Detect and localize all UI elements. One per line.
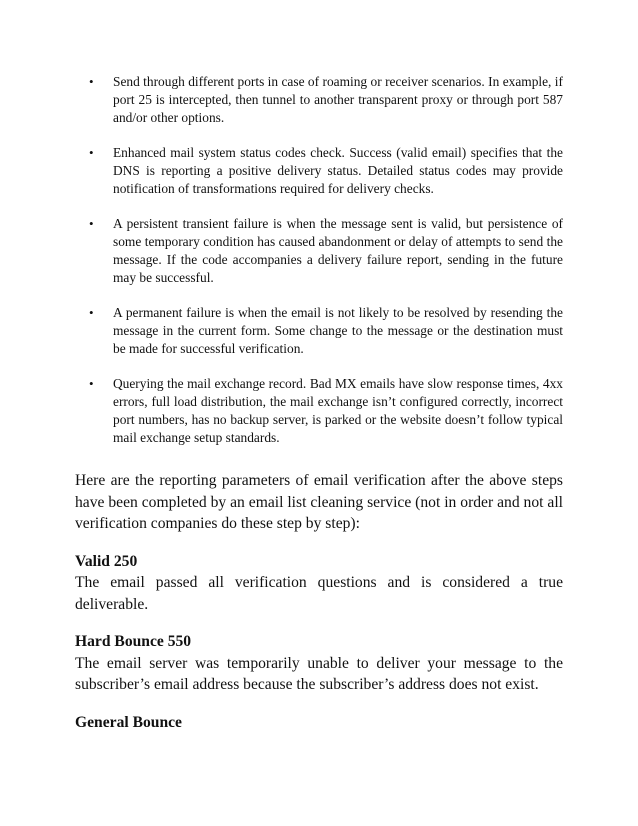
section-description: The email passed all verification questions and is considered a true deliverable.: [75, 574, 563, 613]
list-item: [89, 144, 563, 198]
section-heading: General Bounce: [75, 713, 182, 731]
main-content: [75, 470, 563, 749]
bullet-icon: •: [89, 376, 94, 391]
bullet-icon: •: [89, 145, 94, 160]
list-item-text: Send through different ports in case of roaming or receiver scenarios. In example, if port 25 is intercepted, then tunnel to another transparent proxy or through port 587 and/or other options.: [113, 74, 563, 125]
list-item: [89, 375, 563, 447]
list-item: [89, 304, 563, 358]
list-item: [89, 73, 563, 127]
section-heading: Valid 250: [75, 552, 138, 570]
list-item-text: A permanent failure is when the email is not likely to be resolved by resending the message in the current form. Some change to the message or the destination must be made for successful verification.: [113, 305, 563, 356]
status-section-general-bounce: [75, 712, 563, 734]
status-section-valid: [75, 551, 563, 616]
list-item-text: Querying the mail exchange record. Bad MX emails have slow response times, 4xx errors, full load distribution, the mail exchange isn’t configured correctly, incorrect port numbers, has no backup server, is parked or the website doesn’t follow typical mail exchange setup standards.: [113, 376, 563, 445]
section-heading: Hard Bounce 550: [75, 633, 192, 650]
verification-steps-list: [89, 73, 563, 447]
list-item: [89, 215, 563, 287]
section-description: The email server was temporarily unable to deliver your message to the subscriber’s email address because the subscriber’s address does not exist.: [75, 654, 563, 693]
intro-paragraph: Here are the reporting parameters of email verification after the above steps have been completed by an email list cleaning service (not in order and not all verification companies do these step by step):: [75, 472, 563, 532]
list-item-text: Enhanced mail system status codes check. Success (valid email) specifies that the DNS is reporting a positive delivery status. Detailed status codes may provide notification of transformations required for delivery checks.: [113, 145, 563, 196]
status-section-hard-bounce: [75, 631, 563, 696]
bullet-icon: •: [89, 74, 94, 89]
bullet-icon: •: [89, 305, 94, 320]
bullet-icon: •: [89, 216, 94, 231]
list-item-text: A persistent transient failure is when the message sent is valid, but persistence of some temporary condition has caused abandonment or delay of attempts to send the message. If the code accompanies a delivery failure report, sending in the future may be successful.: [113, 216, 563, 285]
